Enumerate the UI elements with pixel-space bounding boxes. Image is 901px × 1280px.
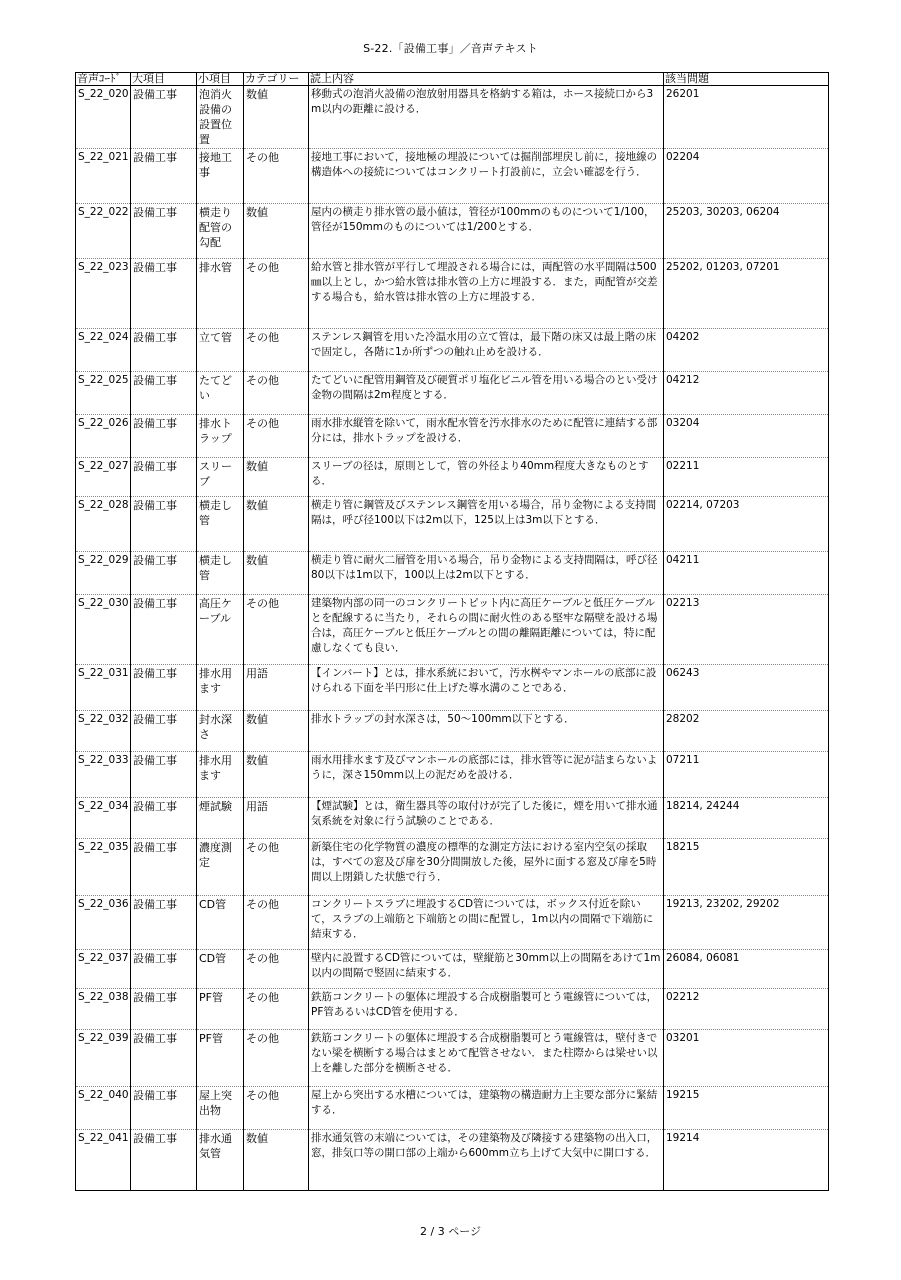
row-text: 【煙試験】とは，衛生器具等の取付けが完了した後に，煙を用いて排水通気系統を対象に行う試験のことである． <box>309 798 664 839</box>
table-row <box>76 149 829 204</box>
row-code: S_22_028 <box>76 497 131 552</box>
row-minor: 排水トラップ <box>197 415 244 458</box>
row-major: 設備工事 <box>131 896 197 950</box>
row-major: 設備工事 <box>131 1030 197 1087</box>
row-code: S_22_026 <box>76 415 131 458</box>
row-minor: PF管 <box>197 989 244 1030</box>
row-major: 設備工事 <box>131 1130 197 1191</box>
row-code: S_22_020 <box>76 86 131 149</box>
row-minor: 煙試験 <box>197 798 244 839</box>
row-category: その他 <box>244 329 309 372</box>
row-category: その他 <box>244 950 309 989</box>
row-text: 新築住宅の化学物質の濃度の標準的な測定方法における室内空気の採取は，すべての窓及び扉を30分間開放した後，屋外に面する窓及び扉を5時間以上閉鎖した状態で行う． <box>309 839 664 896</box>
row-text: 横走り管に鋼管及びステンレス鋼管を用いる場合，吊り金物による支持間隔は，呼び径100以下は2m以下，125以上は3m以下とする． <box>309 497 664 552</box>
row-text: 鉄筋コンクリートの躯体に埋設する合成樹脂製可とう電線管は，壁付きでない梁を横断する場合はまとめて配管させない．また柱際からは梁せい以上を離した部分を横断させる． <box>309 1030 664 1087</box>
row-category: その他 <box>244 989 309 1030</box>
row-major: 設備工事 <box>131 415 197 458</box>
row-major: 設備工事 <box>131 1087 197 1130</box>
row-code: S_22_041 <box>76 1130 131 1191</box>
table-row <box>76 372 829 415</box>
row-category: 数値 <box>244 86 309 149</box>
row-major: 設備工事 <box>131 329 197 372</box>
table-row <box>76 896 829 950</box>
row-ref: 19213, 23202, 29202 <box>664 896 829 950</box>
row-ref: 06243 <box>664 665 829 711</box>
row-category: その他 <box>244 839 309 896</box>
row-minor: CD管 <box>197 950 244 989</box>
row-ref: 02204 <box>664 149 829 204</box>
row-ref: 19215 <box>664 1087 829 1130</box>
row-text: 排水通気管の末端については，その建築物及び隣接する建築物の出入口，窓，排気口等の開口部の上端から600mm立ち上げて大気中に開口する． <box>309 1130 664 1191</box>
table-row <box>76 458 829 497</box>
row-ref: 18214, 24244 <box>664 798 829 839</box>
row-text: ステンレス鋼管を用いた冷温水用の立て管は，最下階の床又は最上階の床で固定し，各階に1か所ずつの触れ止めを設ける． <box>309 329 664 372</box>
row-category: その他 <box>244 595 309 665</box>
column-header-code: 音声ｺｰﾄﾞ <box>76 73 131 86</box>
row-category: 数値 <box>244 458 309 497</box>
row-major: 設備工事 <box>131 372 197 415</box>
row-minor: 横走り配管の勾配 <box>197 204 244 259</box>
row-ref: 02213 <box>664 595 829 665</box>
row-major: 設備工事 <box>131 86 197 149</box>
row-category: 数値 <box>244 497 309 552</box>
row-ref: 28202 <box>664 711 829 752</box>
row-code: S_22_022 <box>76 204 131 259</box>
row-code: S_22_021 <box>76 149 131 204</box>
page-number: 2 / 3 ページ <box>420 1225 481 1238</box>
page-title: S-22.「設備工事」／音声テキスト <box>363 42 538 55</box>
row-major: 設備工事 <box>131 595 197 665</box>
table-row <box>76 665 829 711</box>
row-ref: 03204 <box>664 415 829 458</box>
row-minor: 接地工事 <box>197 149 244 204</box>
row-major: 設備工事 <box>131 711 197 752</box>
row-major: 設備工事 <box>131 204 197 259</box>
row-ref: 25203, 30203, 06204 <box>664 204 829 259</box>
row-category: その他 <box>244 1030 309 1087</box>
row-major: 設備工事 <box>131 665 197 711</box>
table-row <box>76 798 829 839</box>
row-text: スリーブの径は，原則として，管の外径より40mm程度大きなものとする． <box>309 458 664 497</box>
row-code: S_22_024 <box>76 329 131 372</box>
row-minor: スリーブ <box>197 458 244 497</box>
row-code: S_22_023 <box>76 259 131 329</box>
column-header-minor: 小項目 <box>197 73 244 86</box>
row-minor: 横走し管 <box>197 497 244 552</box>
row-text: 建築物内部の同一のコンクリートピット内に高圧ケーブルと低圧ケーブルとを配線するに当たり，それらの間に耐火性のある堅牢な隔壁を設ける場合は，高圧ケーブルと低圧ケーブルとの間の離隔距離については，特に配慮しなくても良い． <box>309 595 664 665</box>
row-code: S_22_035 <box>76 839 131 896</box>
row-category: 数値 <box>244 1130 309 1191</box>
row-major: 設備工事 <box>131 798 197 839</box>
row-minor: 排水通気管 <box>197 1130 244 1191</box>
row-major: 設備工事 <box>131 259 197 329</box>
table-row <box>76 1130 829 1191</box>
row-category: 用語 <box>244 665 309 711</box>
row-text: 排水トラップの封水深さは，50～100mm以下とする． <box>309 711 664 752</box>
table-row <box>76 204 829 259</box>
row-ref: 25202, 01203, 07201 <box>664 259 829 329</box>
voice-text-table <box>75 72 829 1191</box>
row-major: 設備工事 <box>131 458 197 497</box>
row-minor: たてどい <box>197 372 244 415</box>
row-minor: 泡消火設備の設置位置 <box>197 86 244 149</box>
row-ref: 26084, 06081 <box>664 950 829 989</box>
table-row <box>76 329 829 372</box>
column-header-major: 大項目 <box>131 73 197 86</box>
row-category: 用語 <box>244 798 309 839</box>
table-row <box>76 86 829 149</box>
row-ref: 18215 <box>664 839 829 896</box>
row-major: 設備工事 <box>131 497 197 552</box>
row-text: 接地工事において，接地極の埋設については掘削部埋戻し前に，接地線の構造体への接続についてはコンクリート打設前に，立会い確認を行う． <box>309 149 664 204</box>
row-category: 数値 <box>244 752 309 798</box>
row-ref: 19214 <box>664 1130 829 1191</box>
row-code: S_22_039 <box>76 1030 131 1087</box>
row-code: S_22_030 <box>76 595 131 665</box>
row-code: S_22_031 <box>76 665 131 711</box>
table-row <box>76 839 829 896</box>
table-header-row <box>76 73 829 86</box>
row-minor: PF管 <box>197 1030 244 1087</box>
row-minor: 封水深さ <box>197 711 244 752</box>
row-major: 設備工事 <box>131 989 197 1030</box>
row-minor: 横走し管 <box>197 552 244 595</box>
row-text: 鉄筋コンクリートの躯体に埋設する合成樹脂製可とう電線管については，PF管あるいはCD管を使用する． <box>309 989 664 1030</box>
row-ref: 02214, 07203 <box>664 497 829 552</box>
row-code: S_22_037 <box>76 950 131 989</box>
row-category: 数値 <box>244 552 309 595</box>
row-text: 給水管と排水管が平行して埋設される場合には，両配管の水平間隔は500㎜以上とし，かつ給水管は排水管の上方に埋設する．また，両配管が交差する場合も，給水管は排水管の上方に埋設する． <box>309 259 664 329</box>
row-minor: 立て管 <box>197 329 244 372</box>
row-category: その他 <box>244 896 309 950</box>
row-major: 設備工事 <box>131 752 197 798</box>
row-minor: 屋上突出物 <box>197 1087 244 1130</box>
row-code: S_22_032 <box>76 711 131 752</box>
row-code: S_22_025 <box>76 372 131 415</box>
row-text: 雨水排水縦管を除いて，雨水配水管を汚水排水のために配管に連結する部分には，排水トラップを設ける． <box>309 415 664 458</box>
row-ref: 03201 <box>664 1030 829 1087</box>
row-minor: 高圧ケーブル <box>197 595 244 665</box>
column-header-ref: 該当問題 <box>664 73 829 86</box>
row-code: S_22_040 <box>76 1087 131 1130</box>
table-row <box>76 259 829 329</box>
table-row <box>76 497 829 552</box>
row-category: 数値 <box>244 711 309 752</box>
row-major: 設備工事 <box>131 950 197 989</box>
row-category: その他 <box>244 372 309 415</box>
row-code: S_22_033 <box>76 752 131 798</box>
row-text: 【インバート】とは，排水系統において，汚水桝やマンホールの底部に設けられる下面を半円形に仕上げた導水溝のことである． <box>309 665 664 711</box>
row-minor: CD管 <box>197 896 244 950</box>
row-ref: 02211 <box>664 458 829 497</box>
row-text: 横走り管に耐火二層管を用いる場合，吊り金物による支持間隔は，呼び径80以下は1m以下，100以上は2m以下とする． <box>309 552 664 595</box>
row-category: 数値 <box>244 204 309 259</box>
row-ref: 04202 <box>664 329 829 372</box>
row-text: 移動式の泡消火設備の泡放射用器具を格納する箱は，ホース接続口から3m以内の距離に設ける． <box>309 86 664 149</box>
table-row <box>76 711 829 752</box>
row-ref: 07211 <box>664 752 829 798</box>
row-code: S_22_036 <box>76 896 131 950</box>
row-text: 屋内の横走り排水管の最小値は，管径が100mmのものについて1/100，管径が150mmのものについては1/200とする． <box>309 204 664 259</box>
row-text: 雨水用排水ます及びマンホールの底部には，排水管等に泥が詰まらないように，深さ150mm以上の泥だめを設ける． <box>309 752 664 798</box>
row-category: その他 <box>244 149 309 204</box>
table-row <box>76 415 829 458</box>
table-row <box>76 1087 829 1130</box>
row-ref: 04211 <box>664 552 829 595</box>
row-ref: 02212 <box>664 989 829 1030</box>
row-major: 設備工事 <box>131 552 197 595</box>
table-row <box>76 552 829 595</box>
row-code: S_22_027 <box>76 458 131 497</box>
column-header-category: カテゴリー <box>244 73 309 86</box>
row-minor: 排水用ます <box>197 752 244 798</box>
row-minor: 排水用ます <box>197 665 244 711</box>
row-category: その他 <box>244 1087 309 1130</box>
table-row <box>76 950 829 989</box>
row-category: その他 <box>244 259 309 329</box>
row-code: S_22_038 <box>76 989 131 1030</box>
row-ref: 04212 <box>664 372 829 415</box>
row-code: S_22_029 <box>76 552 131 595</box>
table-row <box>76 752 829 798</box>
row-ref: 26201 <box>664 86 829 149</box>
row-code: S_22_034 <box>76 798 131 839</box>
row-text: 屋上から突出する水槽については，建築物の構造耐力上主要な部分に緊結する． <box>309 1087 664 1130</box>
row-text: コンクリートスラブに埋設するCD管については，ボックス付近を除いて，スラブの上端筋と下端筋との間に配置し，1m以内の間隔で下端筋に結束する． <box>309 896 664 950</box>
table-row <box>76 989 829 1030</box>
row-category: その他 <box>244 415 309 458</box>
table-row <box>76 595 829 665</box>
row-major: 設備工事 <box>131 839 197 896</box>
table-row <box>76 1030 829 1087</box>
row-minor: 排水管 <box>197 259 244 329</box>
row-text: たてどいに配管用鋼管及び硬質ポリ塩化ビニル管を用いる場合のとい受け金物の間隔は2m程度とする． <box>309 372 664 415</box>
column-header-text: 読上内容 <box>309 73 664 86</box>
row-minor: 濃度測定 <box>197 839 244 896</box>
row-major: 設備工事 <box>131 149 197 204</box>
row-text: 壁内に設置するCD管については，壁縦筋と30mm以上の間隔をあけて1m以内の間隔で竪固に結束する． <box>309 950 664 989</box>
